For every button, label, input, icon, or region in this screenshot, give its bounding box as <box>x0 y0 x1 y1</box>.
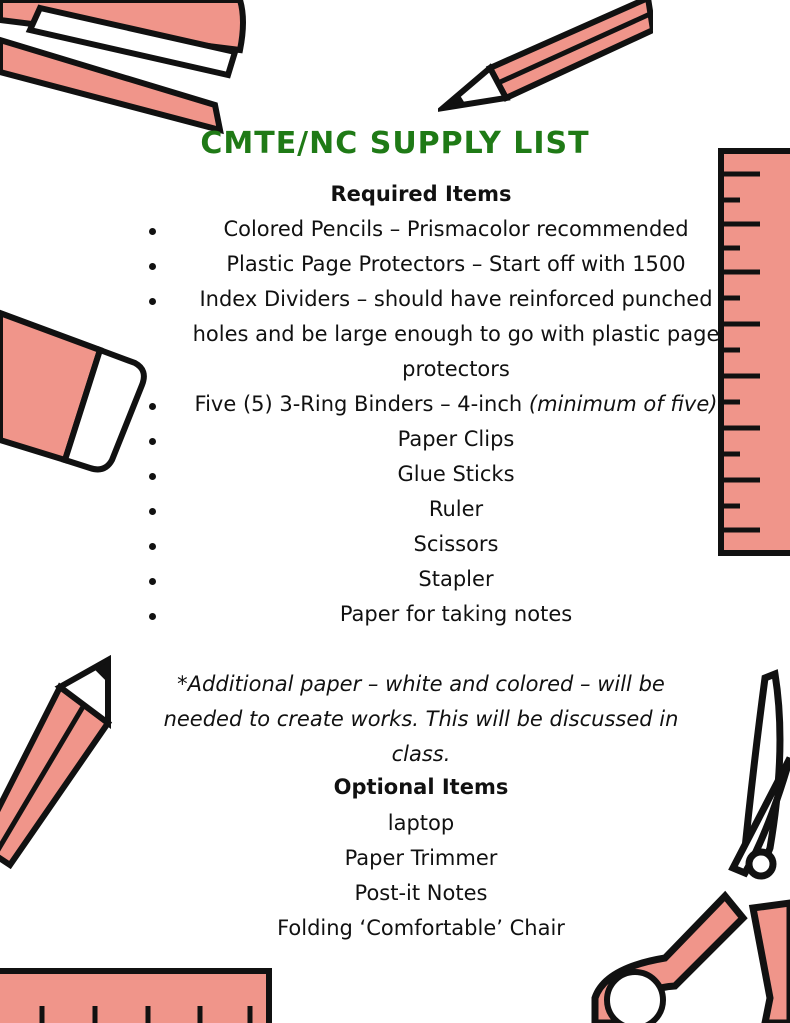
list-item: Plastic Page Protectors – Start off with 1500 <box>147 247 735 282</box>
list-item: laptop <box>387 811 455 835</box>
list-item: Post-it Notes <box>354 881 488 905</box>
stapler-icon <box>0 0 250 140</box>
list-item: Scissors <box>147 527 735 562</box>
list-item: Paper Clips <box>147 422 735 457</box>
list-item: Stapler <box>147 562 735 597</box>
page-title: CMTE/NC SUPPLY LIST <box>200 126 590 161</box>
list-item: Paper for taking notes <box>147 597 735 632</box>
list-item: Index Dividers – should have reinforced punched holes and be large enough to go with plastic page protectors <box>147 282 735 387</box>
list-item: Glue Sticks <box>147 457 735 492</box>
optional-items-list <box>0 806 790 946</box>
list-item: Five (5) 3-Ring Binders – 4-inch (minimum of five) <box>147 387 735 422</box>
list-item: Paper Trimmer <box>344 846 498 870</box>
required-items-list <box>147 212 735 632</box>
list-item: Folding ‘Comfortable’ Chair <box>277 916 565 940</box>
pencil-icon <box>438 0 653 115</box>
additional-paper-note: *Additional paper – white and colored – will be needed to create works. This will be discussed in class. <box>163 672 679 766</box>
eraser-icon <box>0 305 150 475</box>
list-item: Colored Pencils – Prismacolor recommended <box>147 212 735 247</box>
required-items-heading: Required Items <box>330 182 512 206</box>
ruler-icon <box>0 968 272 1023</box>
optional-items-heading: Optional Items <box>333 775 509 799</box>
list-item: Ruler <box>147 492 735 527</box>
